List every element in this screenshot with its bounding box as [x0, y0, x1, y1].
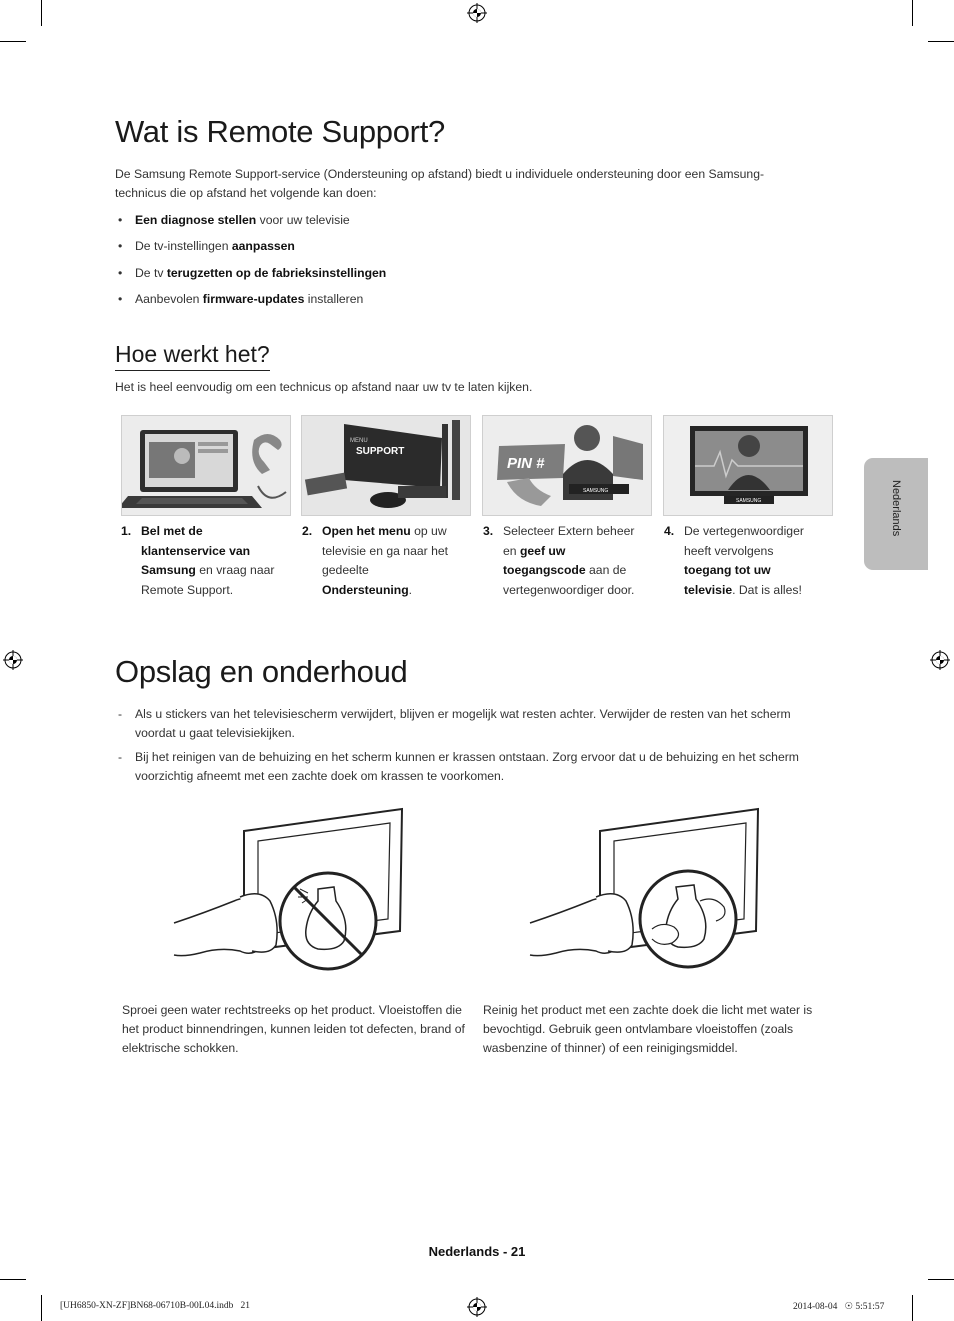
brand-label: SAMSUNG	[583, 488, 609, 494]
bullet-text	[135, 239, 295, 253]
care-text: Als u stickers van het televisiescherm verwijdert, blijven er mogelijk wat resten achter. Verwijder de resten van het scherm voordat u gaat televisiekijken.	[135, 707, 791, 740]
dash-marker: -	[118, 707, 123, 721]
section-title-storage: Opslag en onderhoud	[115, 654, 408, 689]
bullet-pre: De tv	[135, 266, 167, 280]
dash-marker: -	[118, 750, 123, 764]
bullet-pre: Aanbevolen	[135, 292, 203, 306]
step-plain: . Dat is alles!	[732, 582, 802, 597]
bullet-text	[135, 213, 350, 227]
pin-label: PIN #	[507, 455, 545, 472]
bullet-dot: •	[118, 239, 123, 253]
step-number: 2.	[302, 524, 313, 538]
brand-label: SAMSUNG	[736, 498, 762, 504]
step-text	[141, 522, 281, 600]
cloth-cleaning-illustration	[526, 805, 771, 975]
step-2-image	[301, 415, 471, 516]
bullet-bold: firmware-updates	[202, 292, 305, 306]
registration-mark-icon	[467, 1297, 487, 1317]
bullet-bold: terugzetten op de fabrieksinstellingen	[166, 266, 387, 280]
bullet-text	[135, 292, 363, 306]
intro-paragraph: De Samsung Remote Support-service (Ondersteuning op afstand) biedt u individuele ondersteuning door een Samsung-technicus die op afstand het volgende kan doen:	[115, 167, 765, 200]
step-bold: Ondersteuning	[322, 582, 409, 597]
step-text	[322, 522, 462, 600]
step-number: 4.	[664, 524, 675, 538]
bullet-text	[135, 266, 386, 280]
bullet-dot: •	[118, 292, 123, 306]
caption-no-spray: Sproei geen water rechtstreeks op het product. Vloeistoffen die het product binnendringen, kunnen leiden tot defecten, brand of elektrische schokken.	[122, 1003, 465, 1056]
step-plain: aan de vertegenwoordiger door.	[503, 563, 635, 597]
page-number: Nederlands - 21	[428, 1244, 526, 1259]
print-date: 2014-08-04 ☉ 5:51:57	[793, 1302, 885, 1312]
no-spray-illustration	[170, 805, 415, 975]
support-label: SUPPORT	[356, 446, 405, 457]
step-bold: toegang tot uw televisie	[684, 563, 771, 597]
step-number: 3.	[483, 524, 494, 538]
bullet-bold: Een diagnose stellen	[135, 213, 257, 227]
bullet-dot: •	[118, 213, 123, 227]
step-3-image	[482, 415, 652, 516]
crop-mark	[928, 1279, 954, 1280]
step-text	[503, 522, 643, 600]
step-4-image	[663, 415, 833, 516]
step-text	[684, 522, 824, 600]
crop-mark	[41, 1295, 42, 1321]
bullet-bold: aanpassen	[231, 239, 295, 253]
menu-label: MENU	[350, 438, 368, 444]
file-info: [UH6850-XN-ZF]BN68-06710B-00L04.indb 21	[60, 1301, 250, 1311]
bullet-pre: De tv-instellingen	[135, 239, 232, 253]
care-text: Bij het reinigen van de behuizing en het scherm kunnen er krassen ontstaan. Zorg ervoor dat u de behuizing en het scherm voorzichtig afneemt met een zachte doek om krassen te voorkomen.	[135, 750, 799, 783]
bullet-dot: •	[118, 266, 123, 280]
crop-mark	[912, 0, 913, 26]
step-bold: geef uw toegangscode	[503, 543, 586, 577]
crop-mark	[0, 41, 26, 42]
section-intro: Het is heel eenvoudig om een technicus op afstand naar uw tv te laten kijken.	[115, 380, 533, 394]
crop-mark	[0, 1279, 26, 1280]
step-plain: op uw televisie en ga naar het gedeelte	[322, 524, 449, 577]
bullet-post: voor uw televisie	[256, 213, 350, 227]
step-1-image	[121, 415, 291, 516]
registration-mark-icon	[3, 650, 23, 670]
crop-mark	[928, 41, 954, 42]
step-number: 1.	[121, 524, 132, 538]
step-plain: .	[408, 582, 413, 597]
registration-mark-icon	[930, 650, 950, 670]
registration-mark-icon	[467, 3, 487, 23]
section-heading: Hoe werkt het?	[115, 341, 270, 371]
step-bold: Bel met de klantenservice van Samsung	[141, 524, 251, 577]
step-plain: en vraag naar Remote Support.	[141, 563, 275, 597]
bullet-post: installeren	[304, 292, 364, 306]
language-label: Nederlands	[890, 480, 902, 537]
caption-cloth: Reinig het product met een zachte doek die licht met water is bevochtigd. Gebruik geen ontvlambare vloeistoffen (zoals wasbenzine of thinner) of een reinigingsmiddel.	[483, 1003, 813, 1056]
crop-mark	[912, 1295, 913, 1321]
step-plain: De vertegenwoordiger heeft vervolgens	[684, 524, 804, 558]
language-side-tab	[864, 458, 928, 570]
step-plain: Selecteer Extern beheer en	[503, 524, 635, 558]
page-title: Wat is Remote Support?	[115, 114, 445, 149]
step-bold: Open het menu	[322, 524, 411, 538]
crop-mark	[41, 0, 42, 26]
